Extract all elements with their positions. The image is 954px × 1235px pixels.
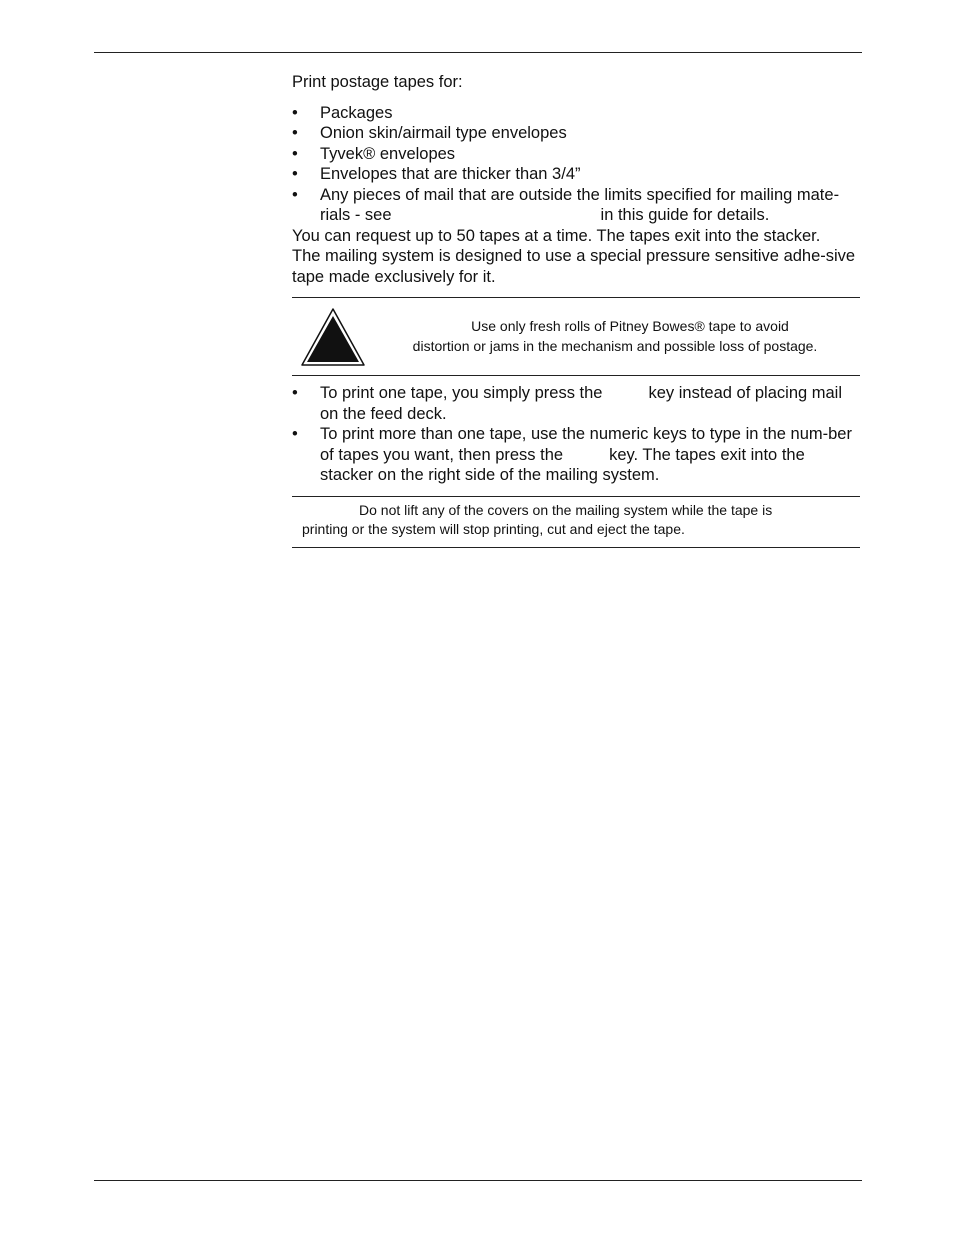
- limits-text-2a: rials - see: [320, 206, 392, 224]
- uses-list: [292, 103, 860, 226]
- limits-text-2b: in this guide for details.: [600, 206, 770, 224]
- list-item-print-one: [292, 383, 860, 424]
- instructions-list: [292, 383, 860, 486]
- list-item-limits: [292, 185, 860, 226]
- warning-triangle-icon: [300, 307, 366, 367]
- print-one-text-a: To print one tape, you simply press the: [320, 384, 603, 402]
- request-text: You can request up to 50 tapes at a time. The tapes exit into the stacker.: [292, 226, 821, 245]
- page-content: [292, 72, 860, 548]
- note-box: [292, 496, 860, 548]
- caution-line-1: Use only fresh rolls of Pitney Bowes® tape to avoid: [471, 318, 789, 334]
- caution-box: [292, 297, 860, 376]
- note-line-1: Do not lift any of the covers on the mailing system while the tape is: [359, 501, 773, 518]
- limits-text: Any pieces of mail that are outside the limits specified for mailing mate-: [320, 185, 840, 204]
- caution-text: [388, 317, 842, 356]
- list-item: • Envelopes that are thicker than 3/4”: [292, 164, 860, 185]
- print-one-text-b: key instead of placing mail on the feed deck.: [320, 384, 843, 423]
- list-item-print-more: [292, 424, 860, 486]
- list-item: • Onion skin/airmail type envelopes: [292, 123, 860, 144]
- header-rule: [94, 52, 862, 53]
- footer-rule: [94, 1180, 862, 1181]
- caution-line-2: distortion or jams in the mechanism and possible loss of postage.: [412, 337, 818, 354]
- list-item: • Packages: [292, 103, 860, 124]
- print-more-text-a: To print more than one tape, use the numeric keys to type in the num-ber of tapes you want, then press the: [320, 425, 852, 464]
- note-line-2: printing or the system will stop printing, cut and eject the tape.: [302, 520, 685, 537]
- print-more-text-b: key. The tapes exit into the stacker on the right side of the mailing system.: [320, 445, 805, 484]
- design-text: The mailing system is designed to use a special pressure sensitive adhe-sive tape made exclusively for it.: [292, 247, 856, 286]
- list-item: • Tyvek® envelopes: [292, 144, 860, 165]
- intro-text: Print postage tapes for:: [292, 73, 463, 91]
